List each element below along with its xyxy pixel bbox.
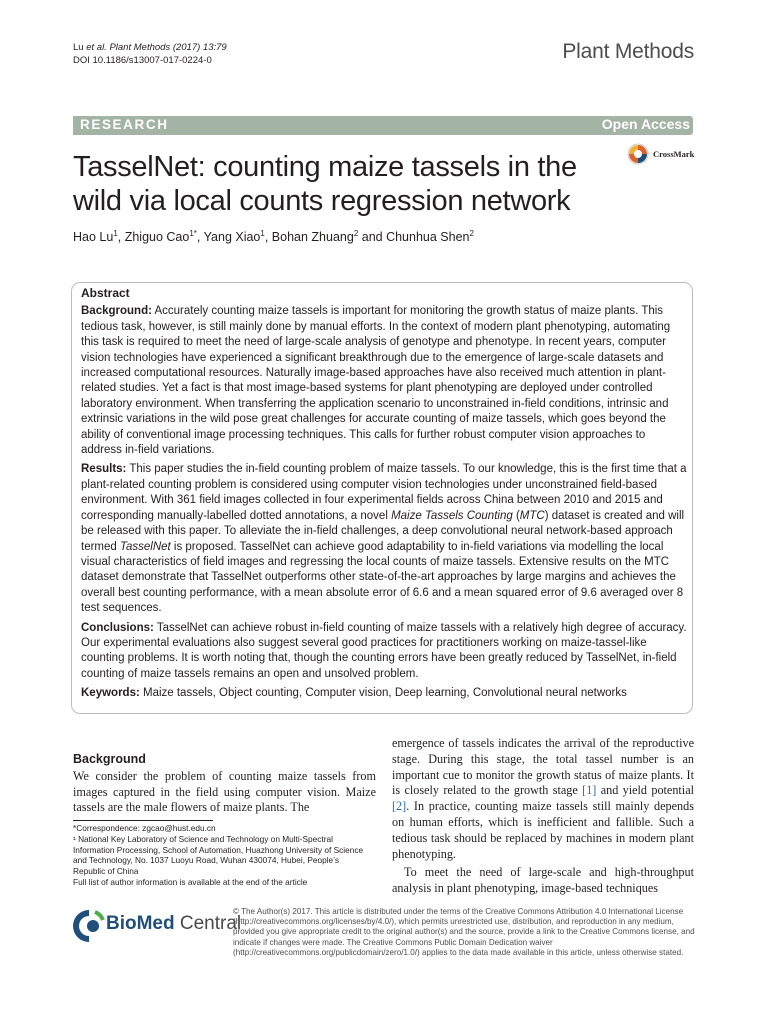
conclusions-text: TasselNet can achieve robust in-field counting of maize tassels with a relatively high degree of accuracy. Our experimental evaluations also suggest several good practices for practitioners working on maize-tassel-like counting problems. It is worth noting that, though the counting errors have been greatly reduced by TasselNet, in-field counting of maize tassels remains an open and unsolved problem. [81,621,687,680]
author-affiliation: 1 [260,229,265,238]
wordmark-part: BioMed [106,913,175,934]
body-paragraph [392,736,694,862]
copyright-notice: © The Author(s) 2017. This article is distributed under the terms of the Creative Commons Attribution 4.0 International License (http://creativecommons.org/licenses/by/4.0/), which permits unrestricted use, distribution, and reproduction in any medium, provided you give appropriate credit to the original author(s) and the source, provide a link to the Creative Commons license, and indicate if changes were made. The Creative Commons Public Domain Dedication waiver (http://creativecommons.org/publicdomain/zero/1.0/) applies to the data made available in this article, unless otherwise stated. [233,907,695,957]
author-name: , Bohan Zhuang [264,230,354,245]
affiliation: ¹ National Key Laboratory of Science and Technology on Multi-Spectral Information Processing, School of Automation, Huazhong University of Science and Technology, No. 1037 Luoyu Road, Wuhan 430074, Hubei, People’s Republic of China [73,833,364,877]
journal-name[interactable]: Plant Methods [562,40,694,63]
crossmark-icon[interactable] [627,143,649,165]
author-name: and Chunhua Shen [358,230,470,245]
body-right-column [392,736,694,897]
abstract-background [81,304,687,458]
section-heading: Background [73,752,146,766]
biomed-central-wordmark [106,913,241,935]
method-name: TasselNet [120,540,171,553]
crossmark-label[interactable]: CrossMark [653,149,695,159]
article-title: TasselNet: counting maize tassels in the wild via local counts regression network [73,151,577,217]
conclusions-label: Conclusions: [81,621,154,634]
citation-journal: et al. Plant Methods [86,42,171,53]
background-text: Accurately counting maize tassels is important for monitoring the growth status of maize plants. This tedious task, however, is still mainly done by manual efforts. In the context of modern plant phenotyping, automating this task is required to meet the need of large-scale analysis of genotype and phenotype. In recent years, computer vision technologies have experienced a significant breakthrough due to the emergence of large-scale datasets and increased computational resources. Naturally image-based approaches have also received much attention in plant-related studies. Yet a fact is that most image-based systems for plant phenotyping are deployed under controlled laboratory environment. When transferring the application scenario to unconstrained in-field conditions, intrinsic and extrinsic variations in the wild pose great challenges for accurate counting of maize tassels, which goes beyond the ability of conventional image processing techniques. This calls for further robust computer vision approaches to address in-field variations. [81,305,671,457]
citation-year: (2017) 13:79 [170,42,227,53]
body-text: . In practice, counting maize tassels still mainly depends on human efforts, which is inefficient and fallible. Such a tedious task should be replaced by machines in modern plant phenotyping. [392,799,694,861]
dataset-name: Maize Tassels Counting [391,509,513,522]
author-affiliation: 2 [469,229,474,238]
author-affiliation: 1* [189,229,197,238]
keywords-label: Keywords: [81,687,140,700]
abstract-content [81,286,687,706]
doi[interactable]: DOI 10.1186/s13007-017-0224-0 [73,55,212,66]
author-name: Hao Lu [73,230,114,245]
author-affiliation: 2 [353,229,359,238]
research-label: RESEARCH [80,117,169,132]
abstract-results [81,462,687,616]
abstract-keywords [81,686,687,701]
abstract-conclusions [81,621,687,683]
body-text: and yield potential [596,783,694,798]
author-affiliation: 1 [113,229,118,238]
correspondence: *Correspondence: zgcao@hust.edu.cn [73,823,216,833]
author-list [73,229,474,244]
author-name: , Zhiguo Cao [117,230,190,245]
body-paragraph: We consider the problem of counting maize tassels from images captured in the field using computer vision. Maize tassels are the male flowers of maize plants. The [73,768,376,815]
keywords-text: Maize tassels, Object counting, Computer vision, Deep learning, Convolutional neural networks [139,687,627,700]
body-left-column [73,752,376,816]
citation-link[interactable]: [2] [392,799,407,814]
body-paragraph: To meet the need of large-scale and high-throughput analysis in plant phenotyping, image-based techniques [392,865,694,896]
citation-authors: Lu [73,42,87,53]
footnotes [73,823,373,888]
abstract-heading: Abstract [81,286,130,300]
results-text: ) dataset is created and will be released with this paper. To alleviate the in-field challenges, a deep convolutional neural network-based approach termed [81,509,685,553]
footnote-rule [73,820,213,821]
results-text: This paper studies the in-field counting problem of maize tassels. To our knowledge, this is the first time that a plant-related counting problem is considered using computer vision technologies under unconstrained field-based environment. With 361 field images collected in four experimental fields across China between 2010 and 2015 and corresponding manually-labelled dotted annotations, a novel [81,463,687,522]
wordmark-part: Central [174,913,242,934]
author-name: , Yang Xiao [196,230,261,245]
citation-link[interactable]: [1] [582,783,597,798]
dataset-abbrev: MTC [519,509,545,522]
open-access-label: Open Access [601,116,690,132]
citation [73,41,227,67]
results-label: Results: [81,463,127,476]
results-text: ( [512,509,520,522]
results-text: is proposed. TasselNet can achieve good adaptability to in-field variations via modelling the local visual characteristics of field images and regressing the local counts of maize tassels. Extensive results on the MTC dataset demonstrate that TasselNet outperforms other state-of-the-art approaches by large margins and achieves the overall best counting performance, with a mean absolute error of 6.6 and a mean squared error of 9.6 averaged over 8 test sequences. [81,540,684,615]
author-info-note: Full list of author information is available at the end of the article [73,876,308,887]
body-text: emergence of tassels indicates the arrival of the reproductive stage. During this stage, the total tassel number is an important cue to monitor the growth status of maize plants. It is closely related to the growth stage [392,736,694,798]
background-label: Background: [81,305,152,318]
